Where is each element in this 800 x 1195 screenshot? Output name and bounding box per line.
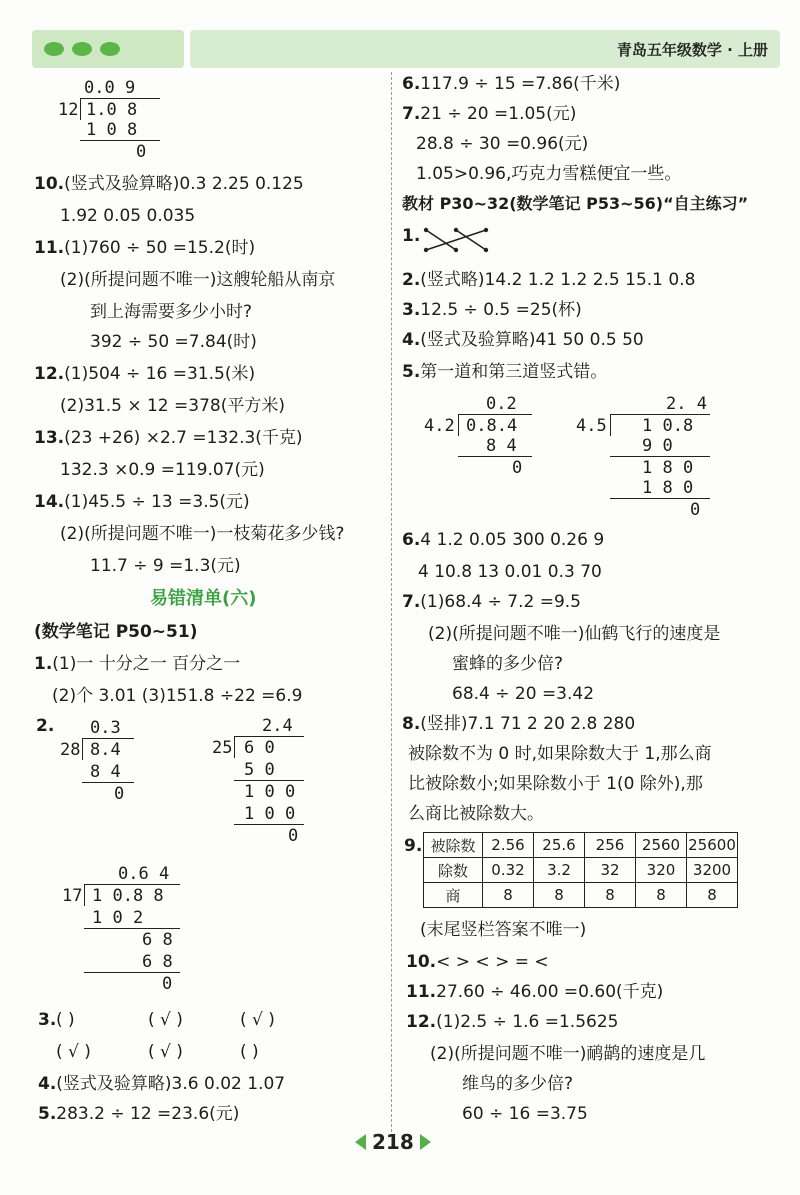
answer-line: 68.4 ÷ 20 =3.42 [452,684,595,704]
answer-line: 28.8 ÷ 30 =0.96(元) [416,134,589,154]
remainder: 0 [512,458,523,478]
division-step: 8 4 [486,436,517,456]
judgement-mark: ( √ ) [56,1042,91,1062]
divisor: 28 [60,740,81,760]
answer-line: 比被除数小;如果除数小于 1(0 除外),那 [408,774,703,794]
division-step: 1 0 0 [244,782,296,802]
answer-line: 被除数不为 0 时,如果除数大于 1,那么商 [408,744,712,764]
table-row [424,858,738,883]
table-cell: 8 [585,883,636,908]
judgement-mark: ( √ ) [240,1010,275,1030]
table-cell: 3.2 [534,858,585,883]
textbook-section-title: 教材 P30~32(数学笔记 P53~56)“自主练习” [402,194,749,213]
prev-page-arrow-icon [355,1134,366,1150]
table-cell: 320 [636,858,687,883]
table-row [424,883,738,908]
answer-line: 1.92 0.05 0.035 [60,206,196,226]
dividend: 1.0 8 [86,100,138,120]
divisor: 12 [58,100,79,120]
answer-line: (2)(所提问题不唯一)一枝菊花多少钱? [60,524,345,544]
judgement-mark: ( ) [240,1042,259,1062]
answer-line: 11.7 ÷ 9 =1.3(元) [90,556,241,576]
table-cell: 256 [585,833,636,858]
answer-line: 维鸟的多少倍? [462,1074,574,1094]
table-cell: 8 [483,883,534,908]
table-cell: 2560 [636,833,687,858]
division-table [423,832,738,908]
table-header-cell: 除数 [424,858,483,883]
table-cell: 3200 [687,858,738,883]
quotient: 2.4 [262,716,293,736]
table-cell: 25.6 [534,833,585,858]
table-header-cell: 被除数 [424,833,483,858]
divisor: 25 [212,738,233,758]
question-number: 2. [36,716,55,736]
dividend: 1 0.8 8 [92,886,164,906]
next-page-arrow-icon [420,1134,431,1150]
answer-line: (2)31.5 × 12 =378(平方米) [60,396,285,416]
book-title: 青岛五年级数学 · 上册 [616,41,768,59]
quotient: 0.6 4 [118,864,170,884]
answer-line: 60 ÷ 16 =3.75 [462,1104,588,1124]
header-bar [190,30,780,68]
division-step: 1 8 0 [642,458,694,478]
quotient: 0.3 [90,718,121,738]
matching-lines-icon [420,222,492,258]
table-cell: 8 [636,883,687,908]
division-step: 1 8 0 [642,478,694,498]
division-step: 8 4 [90,762,121,782]
remainder: 0 [690,500,701,520]
section-title: 易错清单(六) [150,588,257,609]
dot-icon [100,42,120,56]
divisor: 17 [62,886,83,906]
question-number: 9. [404,836,423,856]
division-step: 6 8 [142,930,173,950]
dividend: 6 0 [244,738,275,758]
division-step: 5 0 [244,760,275,780]
table-cell: 2.56 [483,833,534,858]
table-cell: 8 [687,883,738,908]
table-cell: 32 [585,858,636,883]
judgement-mark: ( ) [56,1010,75,1030]
dot-icon [72,42,92,56]
table-note: (末尾竖栏答案不唯一) [420,920,587,940]
table-header-cell: 商 [424,883,483,908]
page-number: 218 [372,1130,414,1154]
division-step: 1 0 0 [244,804,296,824]
division-step: 6 8 [142,952,173,972]
column-divider [391,72,392,1132]
table-row [424,833,738,858]
answer-line: 1.05>0.96,巧克力雪糕便宜一些。 [416,164,682,184]
remainder: 0 [136,142,147,162]
answer-line: (2)个 3.01 (3)151.8 ÷22 =6.9 [52,686,303,706]
divisor: 4.2 [424,416,455,436]
divisor: 4.5 [576,416,607,436]
division-step: 9 0 [642,436,673,456]
answer-line: 蜜蜂的多少倍? [452,654,564,674]
dividend: 8.4 [90,740,121,760]
answer-line: (2)(所提问题不唯一)鸸鹋的速度是几 [430,1044,706,1064]
answer-line: 4 10.8 13 0.01 0.3 70 [418,562,602,582]
dividend: 1 0.8 [642,416,694,436]
table-cell: 8 [534,883,585,908]
quotient: 0.2 [486,394,517,414]
table-cell: 25600 [687,833,738,858]
quotient: 2. 4 [666,394,707,414]
header-decoration [32,30,184,68]
remainder: 0 [162,974,173,994]
dividend: 0.8.4 [466,416,518,436]
quotient: 0.0 9 [84,78,136,98]
answer-line: (2)(所提问题不唯一)仙鹤飞行的速度是 [428,624,721,644]
answer-line: 392 ÷ 50 =7.84(时) [90,332,257,352]
answer-line: 132.3 ×0.9 =119.07(元) [60,460,265,480]
judgement-mark: ( √ ) [148,1042,183,1062]
dot-icon [44,42,64,56]
answer-line: 到上海需要多少小时? [90,302,253,322]
remainder: 0 [288,826,299,846]
answer-line: (2)(所提问题不唯一)这艘轮船从南京 [60,270,336,290]
division-step: 1 0 2 [92,908,144,928]
table-cell: 0.32 [483,858,534,883]
judgement-mark: ( √ ) [148,1010,183,1030]
answer-line: 么商比被除数大。 [408,804,544,824]
division-step: 1 0 8 [86,120,138,140]
section-subtitle: (数学笔记 P50~51) [34,622,198,642]
remainder: 0 [114,784,125,804]
